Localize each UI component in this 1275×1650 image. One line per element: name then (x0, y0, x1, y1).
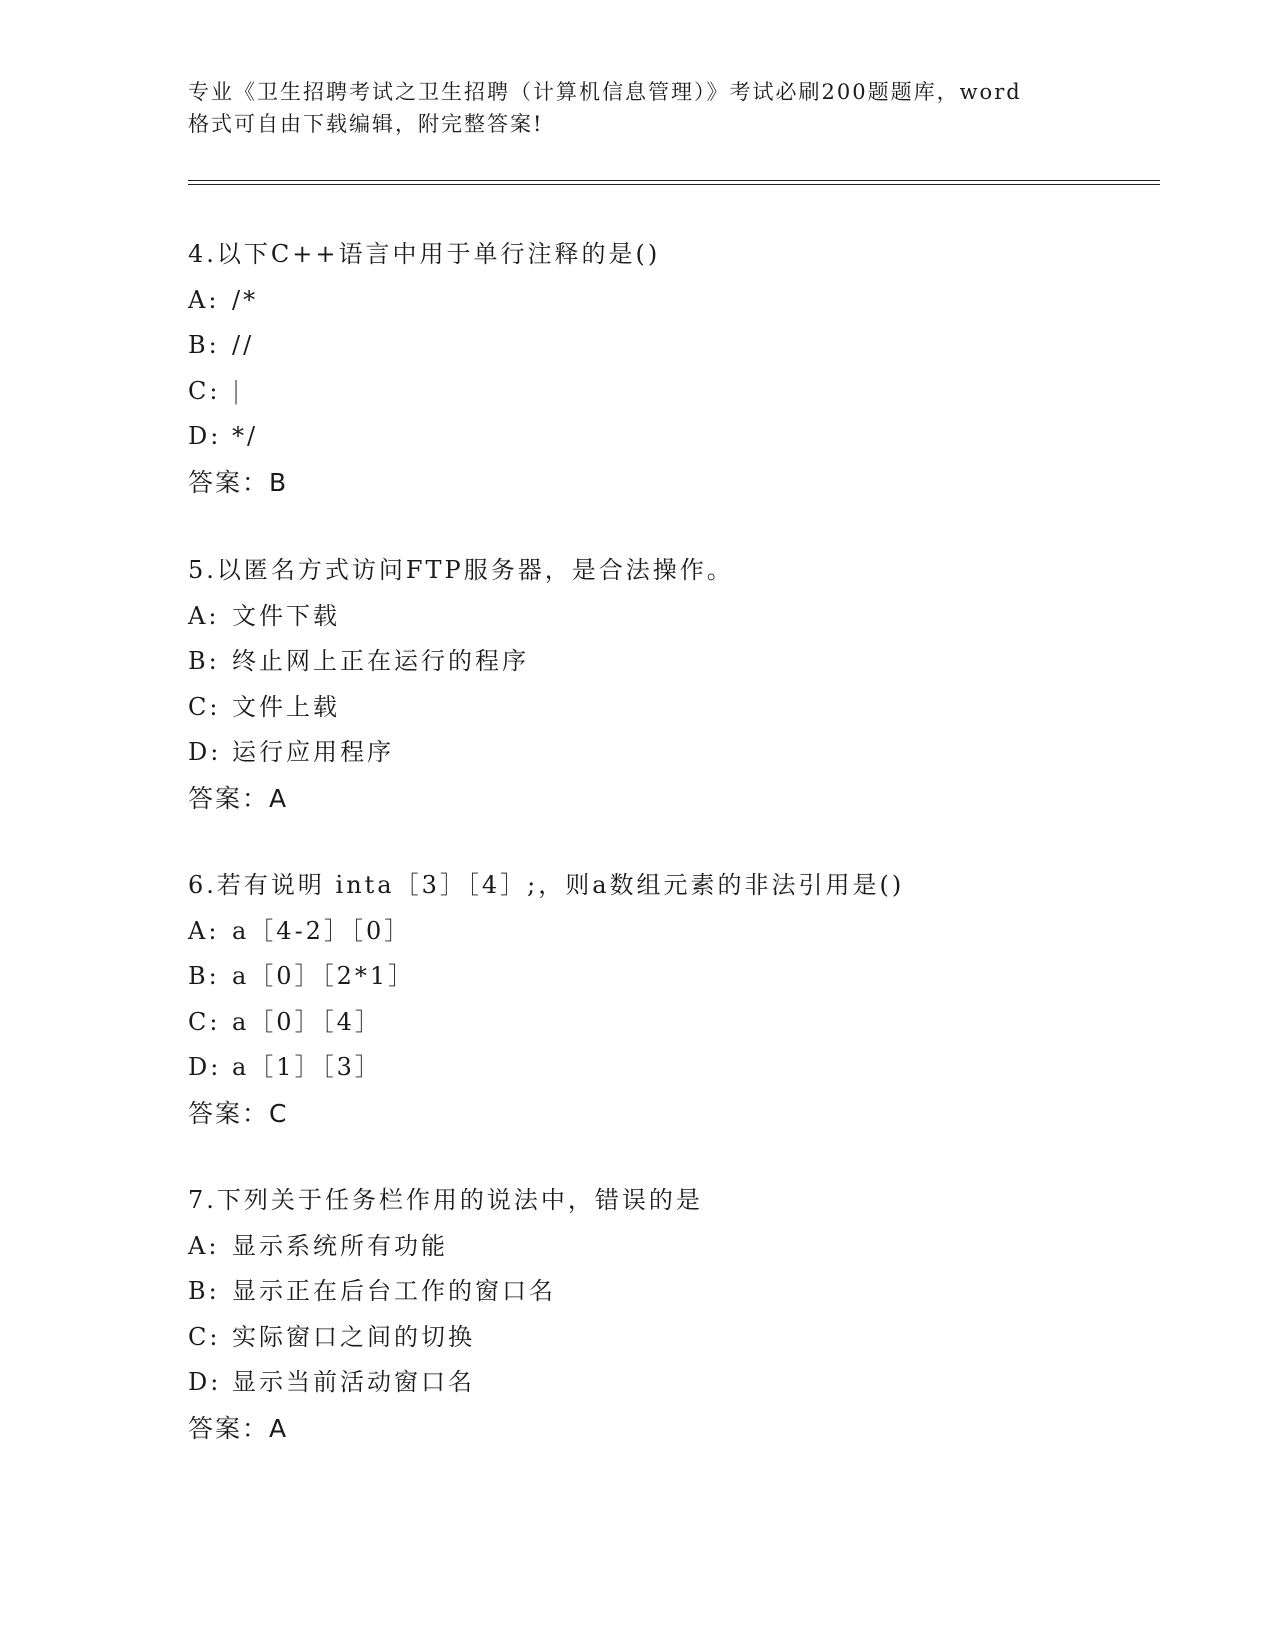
option-text: 显示正在后台工作的窗口名 (232, 1277, 556, 1305)
option-text: /* (232, 285, 259, 314)
option-text: 文件上载 (232, 692, 340, 721)
question-title: 6.若有说明 inta［3］［4］;，则a数组元素的非法引用是() (188, 871, 905, 899)
option-key: D: (188, 422, 222, 450)
option-key: D: (188, 1368, 222, 1396)
answer-line: 答案：C (188, 1098, 289, 1128)
option-b (188, 1269, 1188, 1315)
option-key: A: (188, 1231, 220, 1260)
option-key: A: (188, 285, 220, 314)
option-a (188, 278, 1188, 324)
option-key: D: (188, 738, 222, 766)
option-key: A: (188, 601, 220, 630)
document-header (188, 76, 1108, 140)
answer-line: 答案：B (188, 467, 289, 497)
option-text: 终止网上正在运行的程序 (232, 647, 529, 675)
option-key: B: (188, 1277, 220, 1305)
option-c (188, 369, 1188, 415)
answer-line: 答案：A (188, 1413, 289, 1443)
option-text: 实际窗口之间的切换 (232, 1322, 475, 1351)
option-c (188, 1000, 1188, 1046)
answer-line: 答案：A (188, 783, 289, 813)
option-text: | (232, 376, 244, 405)
question-title: 5.以匿名方式访问FTP服务器，是合法操作。 (188, 556, 734, 584)
question-title: 4.以下C++语言中用于单行注释的是() (188, 240, 661, 268)
header-divider (188, 180, 1160, 185)
option-c (188, 685, 1188, 731)
option-a (188, 1224, 1188, 1270)
question-6 (188, 863, 1188, 1136)
option-key: C: (188, 1322, 221, 1351)
option-a (188, 594, 1188, 640)
option-d (188, 730, 1188, 776)
option-b (188, 954, 1188, 1000)
option-a (188, 909, 1188, 955)
option-key: C: (188, 1007, 221, 1036)
option-key: B: (188, 962, 220, 990)
question-4 (188, 232, 1188, 505)
option-text: // (232, 331, 255, 359)
header-line-1: 专业《卫生招聘考试之卫生招聘（计算机信息管理）》考试必刷200题题库，word (188, 80, 1022, 104)
option-d (188, 414, 1188, 460)
option-text: 显示当前活动窗口名 (232, 1368, 475, 1396)
question-7 (188, 1178, 1188, 1451)
option-key: C: (188, 376, 221, 405)
option-b (188, 323, 1188, 369)
option-text: */ (232, 422, 259, 450)
option-d (188, 1045, 1188, 1091)
option-key: B: (188, 331, 220, 359)
option-b (188, 639, 1188, 685)
option-c (188, 1315, 1188, 1361)
option-text: a［0］［2*1］ (232, 962, 416, 990)
option-text: 文件下载 (232, 601, 340, 630)
question-title: 7.下列关于任务栏作用的说法中，错误的是 (188, 1186, 703, 1214)
option-d (188, 1360, 1188, 1406)
option-text: a［4-2］［0］ (232, 916, 412, 945)
option-text: 显示系统所有功能 (232, 1231, 448, 1260)
option-text: 运行应用程序 (232, 738, 394, 766)
option-text: a［0］［4］ (232, 1007, 382, 1036)
option-key: A: (188, 916, 220, 945)
option-key: D: (188, 1053, 222, 1081)
option-text: a［1］［3］ (232, 1053, 382, 1081)
question-5 (188, 548, 1188, 821)
header-line-2: 格式可自由下载编辑，附完整答案! (188, 112, 544, 136)
option-key: B: (188, 647, 220, 675)
option-key: C: (188, 692, 221, 721)
